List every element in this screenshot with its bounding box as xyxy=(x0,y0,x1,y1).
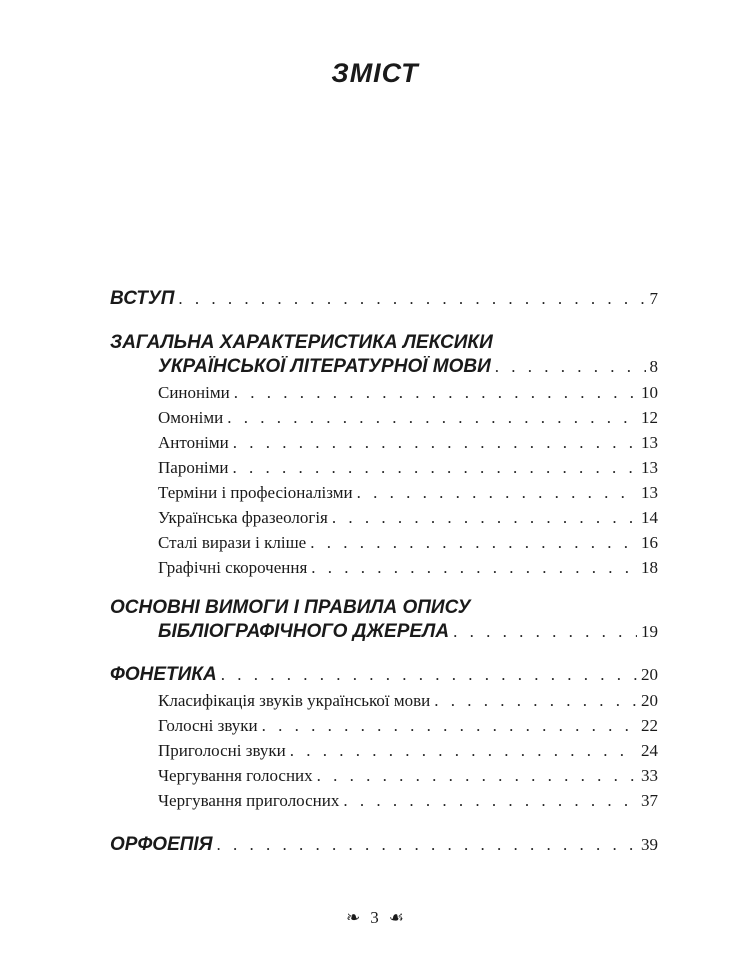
toc-entry-title: Графічні скорочення xyxy=(158,558,308,577)
toc-entry-title: Приголосні звуки xyxy=(158,741,286,760)
toc-entry-intro[interactable] xyxy=(110,288,658,310)
toc-entry-title: Терміни і професіоналізми xyxy=(158,483,353,502)
toc-entry-title-line1: ОСНОВНІ ВИМОГИ І ПРАВИЛА ОПИСУ xyxy=(110,597,471,618)
toc-page-number: 7 xyxy=(649,289,658,308)
leader-dots xyxy=(233,458,638,478)
toc-page-number: 37 xyxy=(641,791,658,810)
leader-dots xyxy=(434,691,637,711)
toc-page-number: 12 xyxy=(641,408,658,427)
toc-entry-vowels[interactable] xyxy=(158,716,658,736)
toc-entry-cliches[interactable] xyxy=(158,533,658,553)
toc-entry-synonyms[interactable] xyxy=(158,383,658,403)
toc-entry-phraseology[interactable] xyxy=(158,508,658,528)
leader-dots xyxy=(453,622,637,642)
toc-entry-vowel-alternation[interactable] xyxy=(158,766,658,786)
leader-dots xyxy=(332,508,637,528)
toc-page-number: 33 xyxy=(641,766,658,785)
leader-dots xyxy=(262,716,637,736)
toc-entry-paronyms[interactable] xyxy=(158,458,658,478)
toc-entry-terms[interactable] xyxy=(158,483,658,503)
toc-entry-title: Чергування голосних xyxy=(158,766,313,785)
toc-page-number: 16 xyxy=(641,533,658,552)
toc-entry-title: УКРАЇНСЬКОЇ ЛІТЕРАТУРНОЇ МОВИ xyxy=(158,356,491,377)
toc-entry-title: Чергування приголосних xyxy=(158,791,340,810)
leader-dots xyxy=(227,408,637,428)
toc-page-number: 20 xyxy=(641,691,658,710)
toc-page-number: 22 xyxy=(641,716,658,735)
toc-page-number: 18 xyxy=(641,558,658,577)
page-footer xyxy=(0,908,750,928)
toc-page-number: 13 xyxy=(641,433,658,452)
toc-page-number: 39 xyxy=(641,835,658,854)
toc-page-number: 14 xyxy=(641,508,658,527)
toc-entry-orthoepy[interactable] xyxy=(110,834,658,856)
toc-entry-title: ОРФОЕПІЯ xyxy=(110,834,213,855)
toc-entry-phonetics[interactable] xyxy=(110,664,658,686)
leader-dots xyxy=(317,766,637,786)
toc-page-number: 8 xyxy=(649,357,658,376)
toc-entry-consonants[interactable] xyxy=(158,741,658,761)
toc-page-number: 13 xyxy=(641,483,658,502)
toc-entry-homonyms[interactable] xyxy=(158,408,658,428)
toc-entry-title: БІБЛІОГРАФІЧНОГО ДЖЕРЕЛА xyxy=(158,621,450,642)
toc-entry-abbreviations[interactable] xyxy=(158,558,658,578)
leader-dots xyxy=(343,791,637,811)
toc-page-number: 24 xyxy=(641,741,658,760)
leader-dots xyxy=(178,289,645,309)
toc-entry-title: Українська фразеологія xyxy=(158,508,328,527)
toc-entry-title: Омоніми xyxy=(158,408,224,427)
toc-entry-title: Синоніми xyxy=(158,383,230,402)
leader-dots xyxy=(233,433,637,453)
toc-entry-title: ВСТУП xyxy=(110,288,175,309)
page-number: 3 xyxy=(370,908,379,927)
toc-entry-consonant-alternation[interactable] xyxy=(158,791,658,811)
ornament-left-icon: ❧ xyxy=(346,908,361,927)
leader-dots xyxy=(311,558,637,578)
toc-entry-sound-classification[interactable] xyxy=(158,691,658,711)
leader-dots xyxy=(357,483,637,503)
leader-dots xyxy=(310,533,637,553)
toc-entry-title: Пароніми xyxy=(158,458,229,477)
leader-dots xyxy=(221,665,637,685)
toc-entry-bibliography[interactable] xyxy=(158,621,658,643)
toc-entry-lexicon[interactable] xyxy=(158,356,658,378)
leader-dots xyxy=(290,741,637,761)
toc-page-number: 10 xyxy=(641,383,658,402)
toc-entry-title: Голосні звуки xyxy=(158,716,258,735)
ornament-right-icon: ☙ xyxy=(388,908,404,927)
toc-page-number: 13 xyxy=(641,458,658,477)
toc-entry-title: Класифікація звуків української мови xyxy=(158,691,431,710)
toc-page-number: 19 xyxy=(641,622,658,641)
toc-entry-title: ФОНЕТИКА xyxy=(110,664,217,685)
leader-dots xyxy=(234,383,637,403)
page-title: ЗМІСТ xyxy=(331,58,419,88)
toc-entry-antonyms[interactable] xyxy=(158,433,658,453)
leader-dots xyxy=(217,835,637,855)
leader-dots xyxy=(495,357,646,377)
toc-page-number: 20 xyxy=(641,665,658,684)
toc-entry-title-line1: ЗАГАЛЬНА ХАРАКТЕРИСТИКА ЛЕКСИКИ xyxy=(110,332,493,353)
toc-entry-title: Сталі вирази і кліше xyxy=(158,533,307,552)
toc-entry-title: Антоніми xyxy=(158,433,229,452)
